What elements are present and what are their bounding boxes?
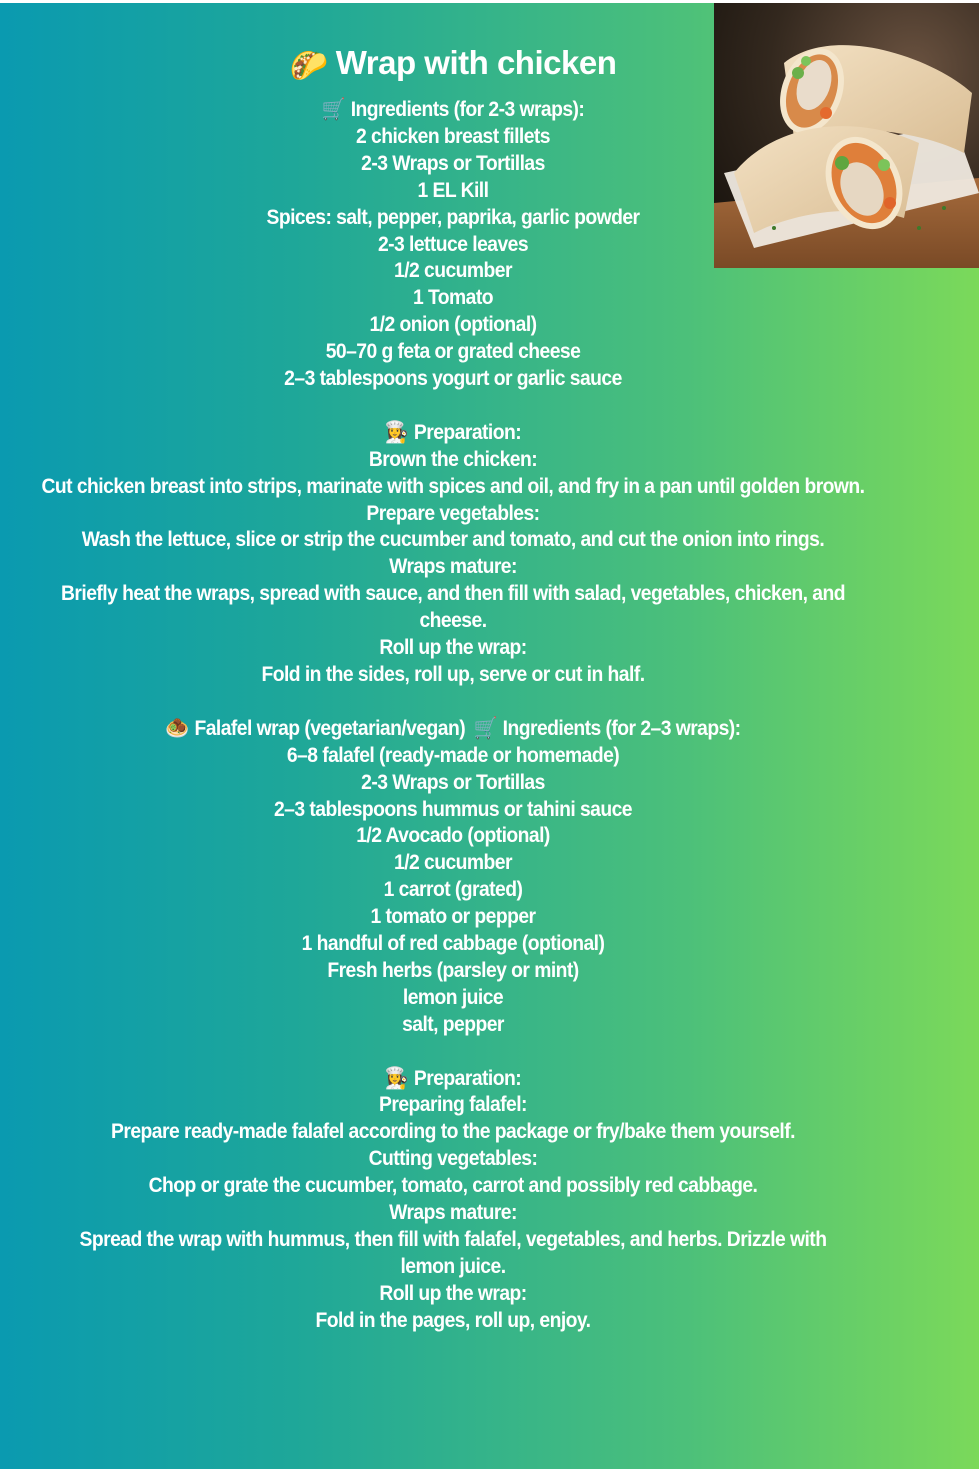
step-title: Cutting vegetables: [368,1147,538,1171]
recipe-content [0,38,906,1335]
ingredient-item: 1 carrot (grated) [383,878,523,902]
preparation-heading [36,420,870,447]
step-text: Briefly heat the wraps, spread with sauce, and then fill with salad, vegetables, chicken, and cheese. [61,582,845,633]
step-text: Prepare ready-made falafel according to the package or fry/bake them yourself. [111,1120,795,1144]
step-text: Spread the wrap with hummus, then fill with falafel, vegetables, and herbs. Drizzle with lemon juice. [79,1228,827,1278]
ingredient-item: salt, pepper [402,1012,504,1036]
ingredient-item: 2–3 tablespoons yogurt or garlic sauce [284,367,622,391]
step-title: Roll up the wrap: [379,636,527,660]
ingredient-item: lemon juice [402,985,504,1009]
step-title: Wraps mature: [389,1201,517,1225]
section-spacer [0,393,906,420]
cook-icon: 👩‍🍳 [384,1066,409,1090]
ingredient-item: 2–3 tablespoons hummus or tahini sauce [273,797,633,821]
ingredient-item: 2 chicken breast fillets [355,124,551,148]
step-title: Wraps mature: [389,555,517,579]
cook-icon: 👩‍🍳 [384,420,409,444]
recipe-title-text: Wrap with chicken [335,44,617,81]
step-text: Fold in the pages, roll up, enjoy. [315,1308,591,1332]
step-text: Cut chicken breast into strips, marinate with spices and oil, and fry in a pan until golden brown. [41,474,865,498]
step-title: Preparing falafel: [379,1093,527,1117]
step-title: Prepare vegetables: [366,501,540,525]
ingredient-item: 1/2 cucumber [394,259,512,283]
shopping-cart-icon: 🛒 [321,98,346,121]
shopping-cart-icon: 🛒 [473,716,498,740]
ingredient-item: 1 handful of red cabbage (optional) [301,932,605,956]
ingredient-item: 1 tomato or pepper [370,905,536,929]
falafel-icon: 🧆 [165,716,189,740]
step-text: Fold in the sides, roll up, serve or cut in half. [261,663,645,687]
ingredient-item: 1 EL Kill [417,178,489,202]
ingredient-item: 2-3 Wraps or Tortillas [361,770,545,794]
section-spacer [0,689,906,716]
taco-icon: 🌮 [289,48,328,83]
step-title: Roll up the wrap: [379,1281,527,1305]
ingredients-heading-text: Ingredients (for 2-3 wraps): [350,98,585,121]
preparation-heading-text: Preparation: [413,1066,522,1090]
ingredient-item: 2-3 Wraps or Tortillas [361,151,545,175]
ingredient-item: 6–8 falafel (ready-made or homemade) [286,743,620,767]
ingredient-item: 2-3 lettuce leaves [377,232,529,256]
section-spacer [0,1039,906,1066]
step-title: Brown the chicken: [368,447,538,471]
ingredient-item: 50–70 g feta or grated cheese [325,340,581,364]
falafel-heading [36,716,870,743]
preparation-heading [36,1066,870,1093]
ingredient-item: Spices: salt, pepper, paprika, garlic powder [266,205,640,229]
falafel-title-text: Falafel wrap (vegetarian/vegan) [194,716,466,740]
preparation-heading-text: Preparation: [413,420,522,444]
ingredient-item: 1/2 Avocado (optional) [356,824,550,848]
ingredient-item: Fresh herbs (parsley or mint) [327,958,579,982]
recipe-title [0,38,906,91]
step-text: Chop or grate the cucumber, tomato, carrot and possibly red cabbage. [148,1174,758,1198]
ingredient-item: 1/2 onion (optional) [369,313,537,337]
step-text: Wash the lettuce, slice or strip the cucumber and tomato, and cut the onion into rings. [81,528,825,552]
ingredients-heading [36,97,870,124]
ingredient-item: 1 Tomato [412,286,494,310]
ingredients-heading-text: Ingredients (for 2–3 wraps): [502,716,741,740]
ingredient-item: 1/2 cucumber [394,851,512,875]
